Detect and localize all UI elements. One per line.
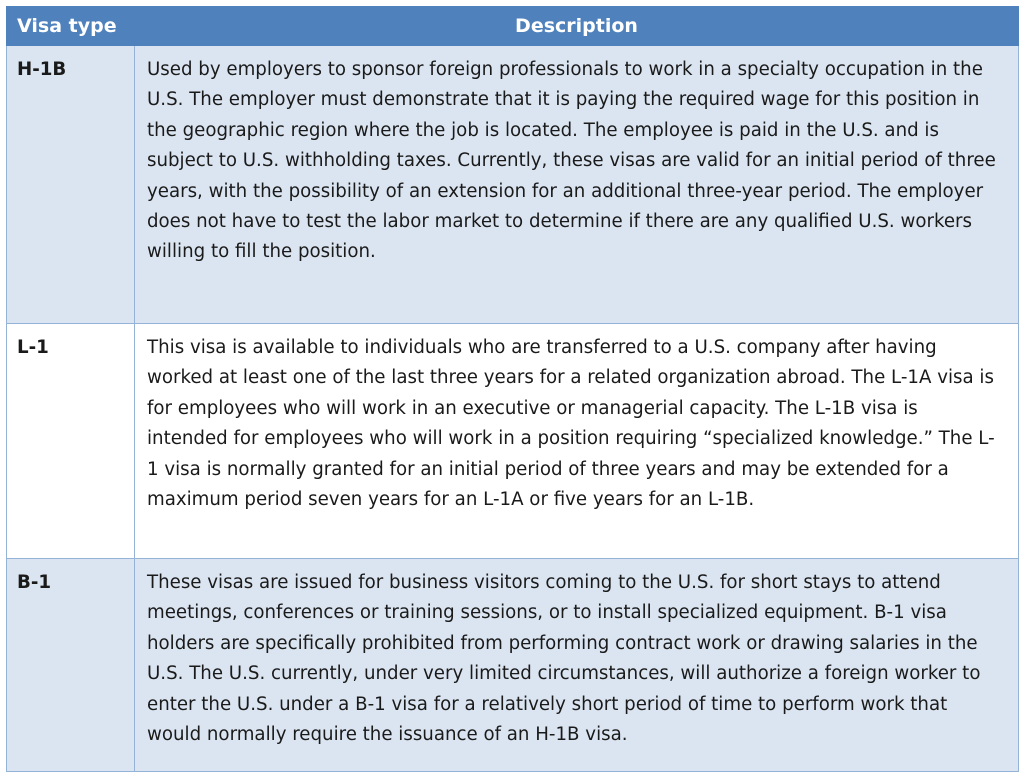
header-row: [7, 7, 1019, 46]
description-cell: This visa is available to individuals who are transferred to a U.S. company after having worked at least one of the last three years for a related organization abroad. The L-1A visa is for employees who will work in an executive or managerial capacity. The L-1B visa is intended for employees who will work in a position requiring “specialized knowledge.” The L-1 visa is normally granted for an initial period of three years and may be extended for a maximum period seven years for an L-1A or five years for an L-1B.: [135, 324, 1019, 559]
visa-type-cell: L-1: [7, 324, 135, 559]
table-header: [7, 7, 1019, 46]
visa-type-cell: B-1: [7, 559, 135, 772]
table-row-b1: [7, 559, 1019, 772]
description-cell: These visas are issued for business visitors coming to the U.S. for short stays to attend meetings, conferences or training sessions, or to install specialized equipment. B-1 visa holders are specifically prohibited from performing contract work or drawing salaries in the U.S. The U.S. currently, under very limited circumstances, will authorize a foreign worker to enter the U.S. under a B-1 visa for a relatively short period of time to perform work that would normally require the issuance of an H-1B visa.: [135, 559, 1019, 772]
visa-types-table: [6, 6, 1019, 772]
header-visa-type: Visa type: [7, 7, 135, 46]
table-body: [7, 46, 1019, 772]
table-row-l1: [7, 324, 1019, 559]
table-row-h1b: [7, 46, 1019, 324]
description-cell: Used by employers to sponsor foreign professionals to work in a specialty occupation in the U.S. The employer must demonstrate that it is paying the required wage for this position in the geographic region where the job is located. The employee is paid in the U.S. and is subject to U.S. withholding taxes. Currently, these visas are valid for an initial period of three years, with the possibility of an extension for an additional three-year period. The employer does not have to test the labor market to determine if there are any qualified U.S. workers willing to fill the position.: [135, 46, 1019, 324]
visa-types-table-container: [6, 6, 1018, 772]
visa-type-cell: H-1B: [7, 46, 135, 324]
header-description: Description: [135, 7, 1019, 46]
